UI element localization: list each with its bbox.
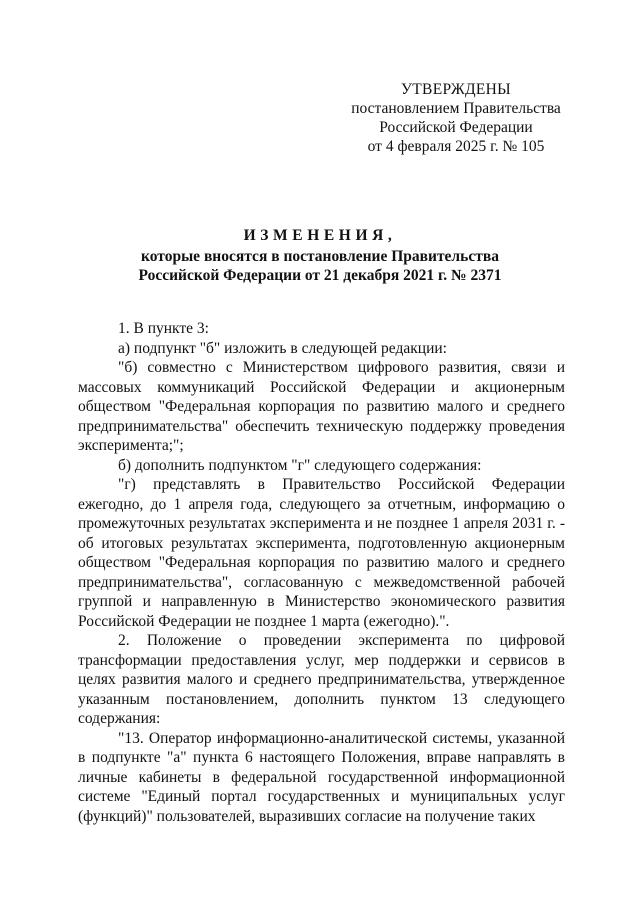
- paragraph-quote-13: "13. Оператор информационно-аналитической системы, указанной в подпункте "а" пункта 6 настоящего Положения, вправе направлять в личные кабинеты в федеральной государственной информационной системе "Единый портал государственных и муниципальных услуг (функций)" пользователей, выразивших согласие на получение таких: [78, 729, 565, 825]
- paragraph-item-2: 2. Положение о проведении эксперимента по цифровой трансформации предоставления услуг, мер поддержки и сервисов в целях развития малого и среднего предпринимательства, утвержденное указанным постановлением, дополнить пунктом 13 следующего содержания:: [78, 632, 565, 727]
- approval-heading: УТВЕРЖДЕНЫ: [401, 81, 511, 98]
- paragraph-quote-b: "б) совместно с Министерством цифрового развития, связи и массовых коммуникаций Российской Федерации и акционерным обществом "Федеральная корпорация по развитию малого и среднего предпринимательства" обеспечить техническую поддержку проведения эксперимента;";: [78, 359, 565, 454]
- approval-line-1: постановлением Правительства: [351, 100, 561, 117]
- paragraph-item-1: 1. В пункте 3:: [118, 320, 209, 337]
- title-line-2: Российской Федерации от 21 декабря 2021 г. № 2371: [138, 267, 502, 284]
- document-title: [60, 226, 580, 285]
- title-line-1: которые вносятся в постановление Правительства: [141, 248, 499, 265]
- title-heading: ИЗМЕНЕНИЯ,: [243, 227, 397, 244]
- approval-stamp: [340, 80, 572, 156]
- document-body: [78, 319, 565, 826]
- approval-line-3: от 4 февраля 2025 г. № 105: [367, 138, 545, 155]
- approval-line-2: Российской Федерации: [379, 119, 533, 136]
- paragraph-quote-g: "г) представлять в Правительство Российской Федерации ежегодно, до 1 апреля года, следующего за отчетным, информацию о промежуточных результатах эксперимента и не позднее 1 апреля 2031 г. - об итоговых результатах эксперимента, подготовленную акционерным обществом "Федеральная корпорация по развитию малого и среднего предпринимательства", согласованную с межведомственной рабочей группой и направленную в Министерство экономического развития Российской Федерации не позднее 1 марта (ежегодно).".: [78, 476, 565, 630]
- paragraph-subitem-a: а) подпункт "б" изложить в следующей редакции:: [118, 339, 447, 357]
- paragraph-subitem-b: б) дополнить подпунктом "г" следующего содержания:: [118, 456, 482, 474]
